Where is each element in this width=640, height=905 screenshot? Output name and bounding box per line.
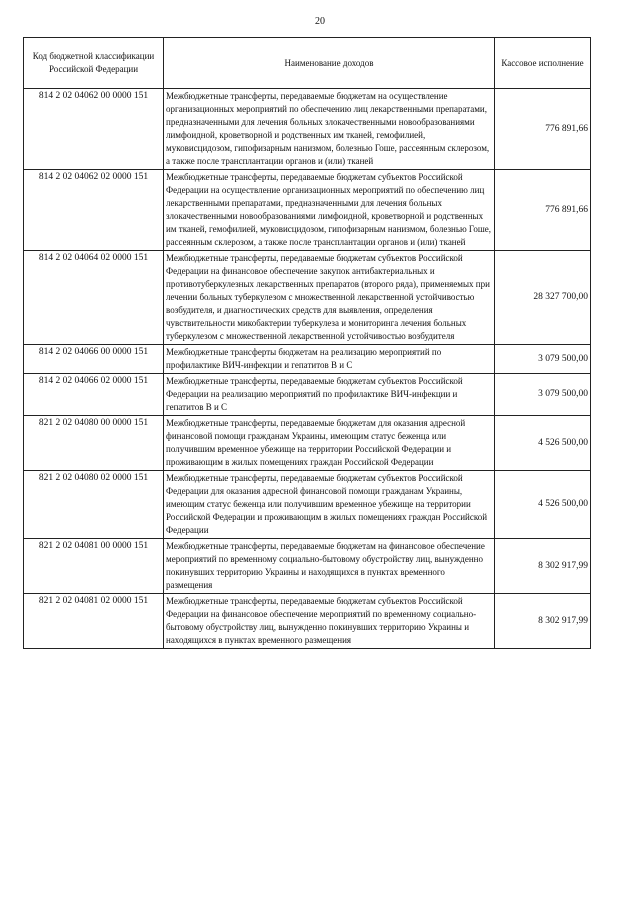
row-name: Межбюджетные трансферты, передаваемые бюджетам субъектов Российской Федерации на осуществление организационных мероприятий по обеспечению лиц лекарственными препаратами, предназначенными для лечения больных злокачественными новообразованиями лимфоидной, кроветворной и родственных им тканей, гемофилией, муковисцидозом, гипофизарным нанизмом, болезнью Гоше, рассеянным склерозом, а также после трансплантации органов и (или) тканей <box>164 170 495 251</box>
row-name: Межбюджетные трансферты бюджетам на реализацию мероприятий по профилактике ВИЧ-инфекции и гепатитов В и С <box>164 345 495 374</box>
row-name: Межбюджетные трансферты, передаваемые бюджетам субъектов Российской Федерации на реализацию мероприятий по профилактике ВИЧ-инфекции и гепатитов В и С <box>164 374 495 416</box>
row-code: 814 2 02 04064 02 0000 151 <box>24 251 164 345</box>
table-row <box>24 89 591 170</box>
row-name: Межбюджетные трансферты, передаваемые бюджетам субъектов Российской Федерации для оказания адресной финансовой помощи гражданам Украины, имеющим статус беженца или получившим временное убежище на территории Российской Федерации и проживающим в жилых помещениях граждан Российской Федерации <box>164 471 495 539</box>
row-code: 814 2 02 04066 00 0000 151 <box>24 345 164 374</box>
row-name: Межбюджетные трансферты, передаваемые бюджетам на осуществление организационных мероприятий по обеспечению лиц лекарственными препаратами, предназначенными для лечения больных злокачественными новообразованиями лимфоидной, кроветворной и родственных им тканей, гемофилией, муковисцидозом, гипофизарным нанизмом, болезнью Гоше, рассеянным склерозом, а также после трансплантации органов и (или) тканей <box>164 89 495 170</box>
row-code: 821 2 02 04080 02 0000 151 <box>24 471 164 539</box>
row-name: Межбюджетные трансферты, передаваемые бюджетам на финансовое обеспечение мероприятий по временному социально-бытовому обустройству лиц, вынужденно покинувших территорию Украины и находящихся в пунктах временного размещения <box>164 539 495 594</box>
table-row <box>24 170 591 251</box>
table-body <box>24 89 591 649</box>
table-row <box>24 416 591 471</box>
row-code: 821 2 02 04080 00 0000 151 <box>24 416 164 471</box>
page-number: 20 <box>315 16 325 27</box>
row-name: Межбюджетные трансферты, передаваемые бюджетам субъектов Российской Федерации на финансовое обеспечение мероприятий по временному социально-бытовому обустройству лиц, вынужденно покинувших территорию Украины и находящихся в пунктах временного размещения <box>164 594 495 649</box>
table-row <box>24 251 591 345</box>
header-amount: Кассовое исполнение <box>495 38 591 89</box>
row-code: 821 2 02 04081 02 0000 151 <box>24 594 164 649</box>
row-amount: 3 079 500,00 <box>495 345 591 374</box>
row-name: Межбюджетные трансферты, передаваемые бюджетам субъектов Российской Федерации на финансовое обеспечение закупок антибактериальных и противотуберкулезных лекарственных препаратов (второго ряда), применяемых при лечении больных туберкулезом с множественной лекарственной устойчивостью возбудителя, и диагностических средств для выявления, определения чувствительности микобактерии туберкулеза и мониторинга лечения больных туберкулезом с множественной лекарственной устойчивостью возбудителя <box>164 251 495 345</box>
row-amount: 4 526 500,00 <box>495 416 591 471</box>
row-name: Межбюджетные трансферты, передаваемые бюджетам для оказания адресной финансовой помощи гражданам Украины, имеющим статус беженца или получившим временное убежище на территории Российской Федерации и проживающим в жилых помещениях граждан Российской Федерации <box>164 416 495 471</box>
table-row <box>24 345 591 374</box>
header-code: Код бюджетной классификации Российской Федерации <box>24 38 164 89</box>
row-amount: 776 891,66 <box>495 89 591 170</box>
table-row <box>24 539 591 594</box>
table-row <box>24 594 591 649</box>
table-header <box>24 38 591 89</box>
revenue-table <box>23 37 591 649</box>
table-row <box>24 374 591 416</box>
row-amount: 4 526 500,00 <box>495 471 591 539</box>
row-code: 814 2 02 04066 02 0000 151 <box>24 374 164 416</box>
header-row <box>24 38 591 89</box>
row-amount: 28 327 700,00 <box>495 251 591 345</box>
row-amount: 8 302 917,99 <box>495 539 591 594</box>
row-amount: 8 302 917,99 <box>495 594 591 649</box>
row-code: 821 2 02 04081 00 0000 151 <box>24 539 164 594</box>
row-code: 814 2 02 04062 02 0000 151 <box>24 170 164 251</box>
row-code: 814 2 02 04062 00 0000 151 <box>24 89 164 170</box>
header-name: Наименование доходов <box>164 38 495 89</box>
table-row <box>24 471 591 539</box>
row-amount: 776 891,66 <box>495 170 591 251</box>
row-amount: 3 079 500,00 <box>495 374 591 416</box>
